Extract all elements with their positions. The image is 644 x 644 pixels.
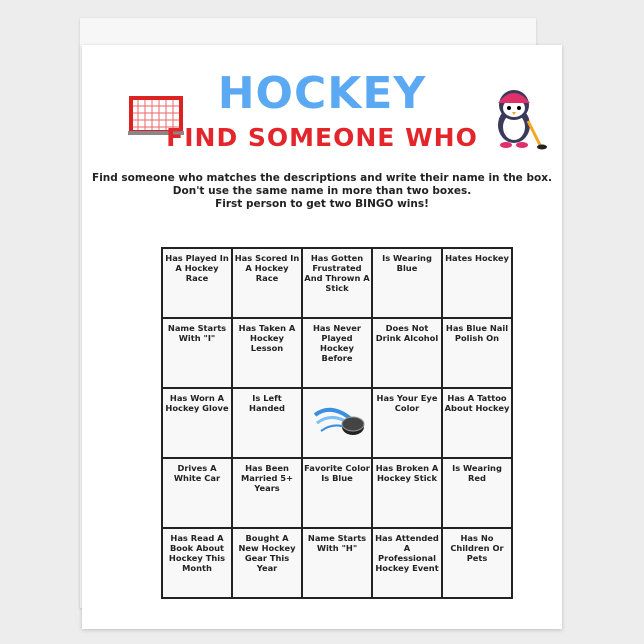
bingo-cell[interactable]: Has A Tattoo About Hockey [443,389,511,457]
bingo-cell[interactable]: Has Read A Book About Hockey This Month [163,529,231,597]
bingo-cell[interactable]: Has Broken A Hockey Stick [373,459,441,527]
bingo-cell[interactable]: Drives A White Car [163,459,231,527]
bingo-cell[interactable]: Has Your Eye Color [373,389,441,457]
bingo-cell[interactable]: Is Left Handed [233,389,301,457]
bingo-cell[interactable]: Has Been Married 5+ Years [233,459,301,527]
hockey-puck-icon [311,401,365,441]
flyer [82,45,562,629]
bingo-cell[interactable]: Has Never Played Hockey Before [303,319,371,387]
bingo-cell[interactable]: Has Attended A Professional Hockey Event [373,529,441,597]
instruction-line: Find someone who matches the descriptions and write their name in the box. [92,172,552,184]
instructions [82,172,562,211]
bingo-free-cell[interactable] [303,389,371,457]
bingo-cell[interactable]: Name Starts With "I" [163,319,231,387]
bingo-cell[interactable]: Has Taken A Hockey Lesson [233,319,301,387]
bingo-cell[interactable]: Has Played In A Hockey Race [163,249,231,317]
bingo-cell[interactable]: Hates Hockey [443,249,511,317]
bingo-cell[interactable]: Has No Children Or Pets [443,529,511,597]
bingo-cell[interactable]: Has Scored In A Hockey Race [233,249,301,317]
bingo-grid [161,247,513,599]
bingo-cell[interactable]: Is Wearing Blue [373,249,441,317]
instruction-line: First person to get two BINGO wins! [215,198,429,210]
bingo-cell[interactable]: Is Wearing Red [443,459,511,527]
bingo-cell[interactable]: Has Worn A Hockey Glove [163,389,231,457]
instruction-line: Don't use the same name in more than two boxes. [172,185,472,197]
page-subtitle: FIND SOMEONE WHO [166,123,478,152]
page-title: HOCKEY [217,68,427,119]
bingo-cell[interactable]: Does Not Drink Alcohol [373,319,441,387]
bingo-cell[interactable]: Has Gotten Frustrated And Thrown A Stick [303,249,371,317]
bingo-cell[interactable]: Favorite Color Is Blue [303,459,371,527]
bingo-cell[interactable]: Has Blue Nail Polish On [443,319,511,387]
bingo-cell[interactable]: Name Starts With "H" [303,529,371,597]
bingo-cell[interactable]: Bought A New Hockey Gear This Year [233,529,301,597]
penguin-hockey-player-icon [484,81,548,151]
